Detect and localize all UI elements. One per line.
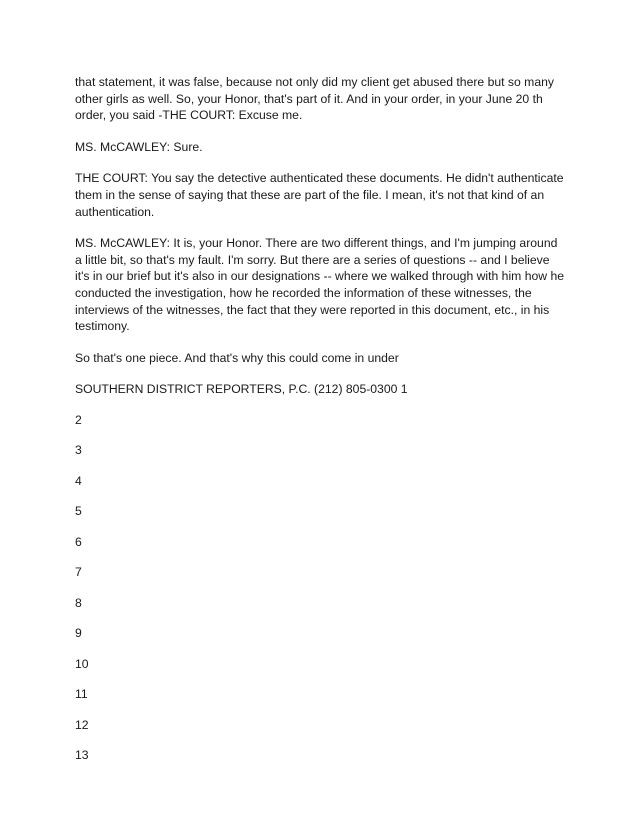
line-number: 12: [75, 717, 89, 732]
line-number: 3: [75, 443, 82, 458]
line-number: 10: [75, 656, 89, 671]
line-number: 7: [75, 565, 82, 580]
paragraph-one-piece: So that's one piece. And that's why this could come in under: [75, 350, 399, 365]
line-number: 8: [75, 595, 82, 610]
line-number: 2: [75, 412, 82, 427]
line-number: 9: [75, 626, 82, 641]
line-number-list: [75, 412, 567, 778]
line-number: 4: [75, 473, 82, 488]
line-number: 13: [75, 748, 89, 763]
transcript-page: [75, 74, 567, 778]
line-number: 6: [75, 534, 82, 549]
paragraph-mccawley-sure: MS. McCAWLEY: Sure.: [75, 139, 203, 154]
paragraph-statement-false: that statement, it was false, because not only did my client get abused there but so many other girls as well. So, your Honor, that's part of it. And in your order, in your June 20 th order, you said -THE COURT: Excuse me.: [75, 75, 554, 123]
paragraph-mccawley-it-is: MS. McCAWLEY: It is, your Honor. There are two different things, and I'm jumping around a little bit, so that's my fault. I'm sorry. But there are a series of questions -- and I believe it's in our brief but it's also in our designations -- where we walked through with him how he conducted the investigation, how he recorded the information of these witnesses, the interviews of the witnesses, the fact that they were reported in this document, etc., in his testimony.: [75, 236, 565, 334]
paragraph-court-authenticated: THE COURT: You say the detective authenticated these documents. He didn't authenticate them in the sense of saying that these are part of the file. I mean, it's not that kind of an authentication.: [75, 171, 564, 219]
line-number: 5: [75, 504, 82, 519]
line-number: 11: [75, 687, 88, 702]
reporter-footer-line: SOUTHERN DISTRICT REPORTERS, P.C. (212) 805-0300 1: [75, 382, 408, 397]
